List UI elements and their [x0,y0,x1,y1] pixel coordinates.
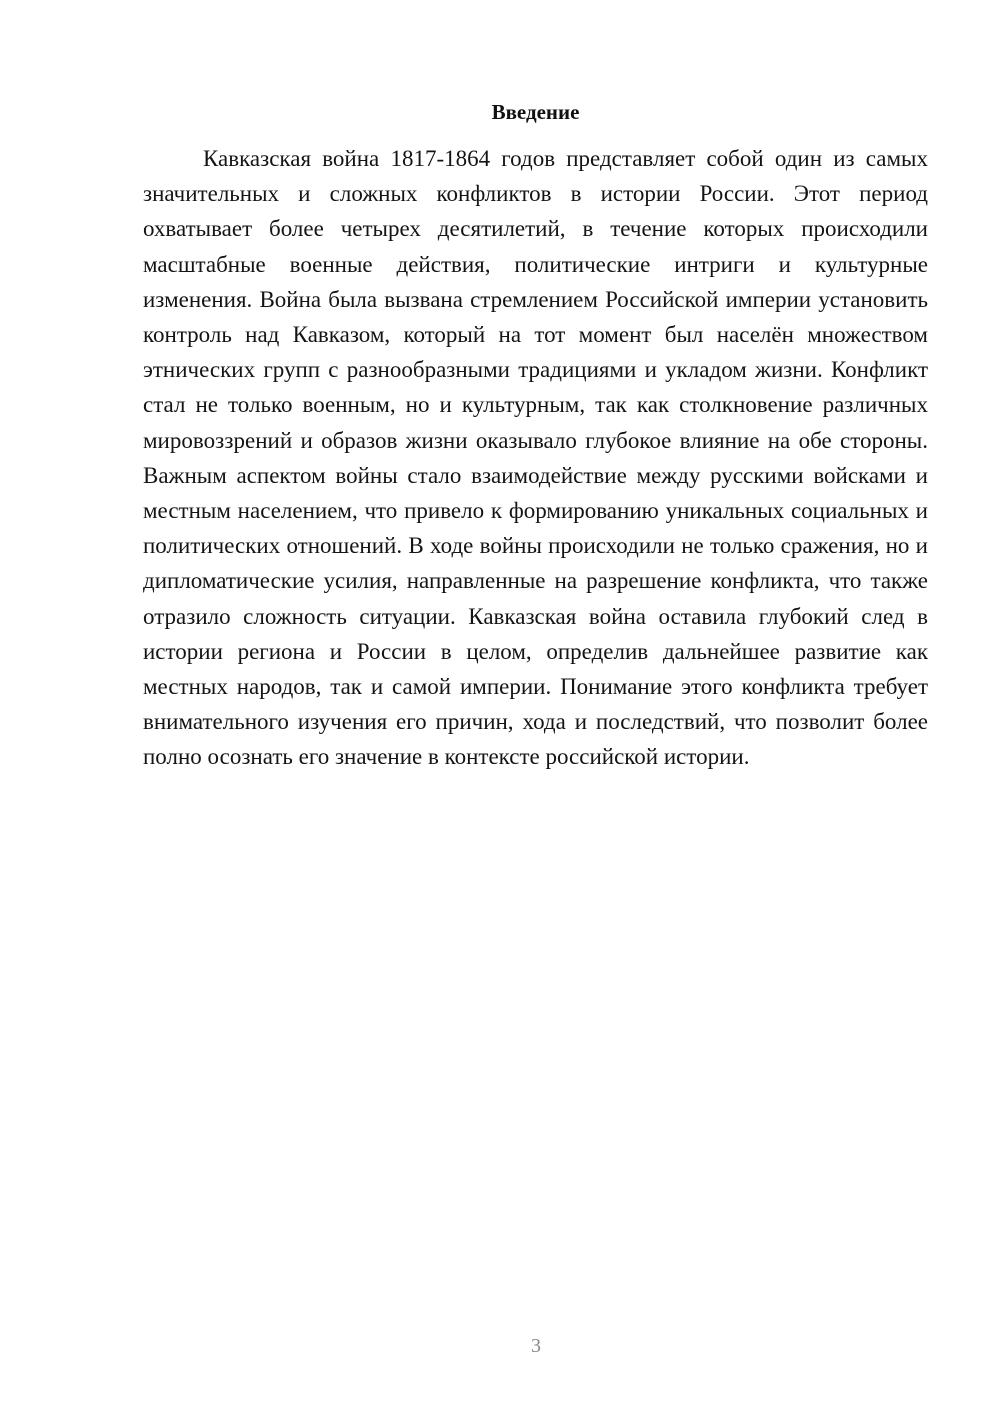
body-paragraph: Кавказская война 1817-1864 годов представляет собой один из самых значительных и сложных конфликтов в истории России. Этот период охватывает более четырех десятилетий, в течение которых происходили масштабные военные действия, политические интриги и культурные изменения. Война была вызвана стремлением Российской империи установить контроль над Кавказом, который на тот момент был населён множеством этнических групп с разнообразными традициями и укладом жизни. Конфликт стал не только военным, но и культурным, так как столкновение различных мировоззрений и образов жизни оказывало глубокое влияние на обе стороны. Важным аспектом войны стало взаимодействие между русскими войсками и местным населением, что привело к формированию уникальных социальных и политических отношений. В ходе войны происходили не только сражения, но и дипломатические усилия, направленные на разрешение конфликта, что также отразило сложность ситуации. Кавказская война оставила глубокий след в истории региона и России в целом, определив дальнейшее развитие как местных народов, так и самой империи. Понимание этого конфликта требует внимательного изучения его причин, хода и последствий, что позволит более полно осознать его значение в контексте российской истории. [143,146,928,770]
section-heading: Введение [491,100,580,124]
page-number: 3 [531,1335,541,1357]
